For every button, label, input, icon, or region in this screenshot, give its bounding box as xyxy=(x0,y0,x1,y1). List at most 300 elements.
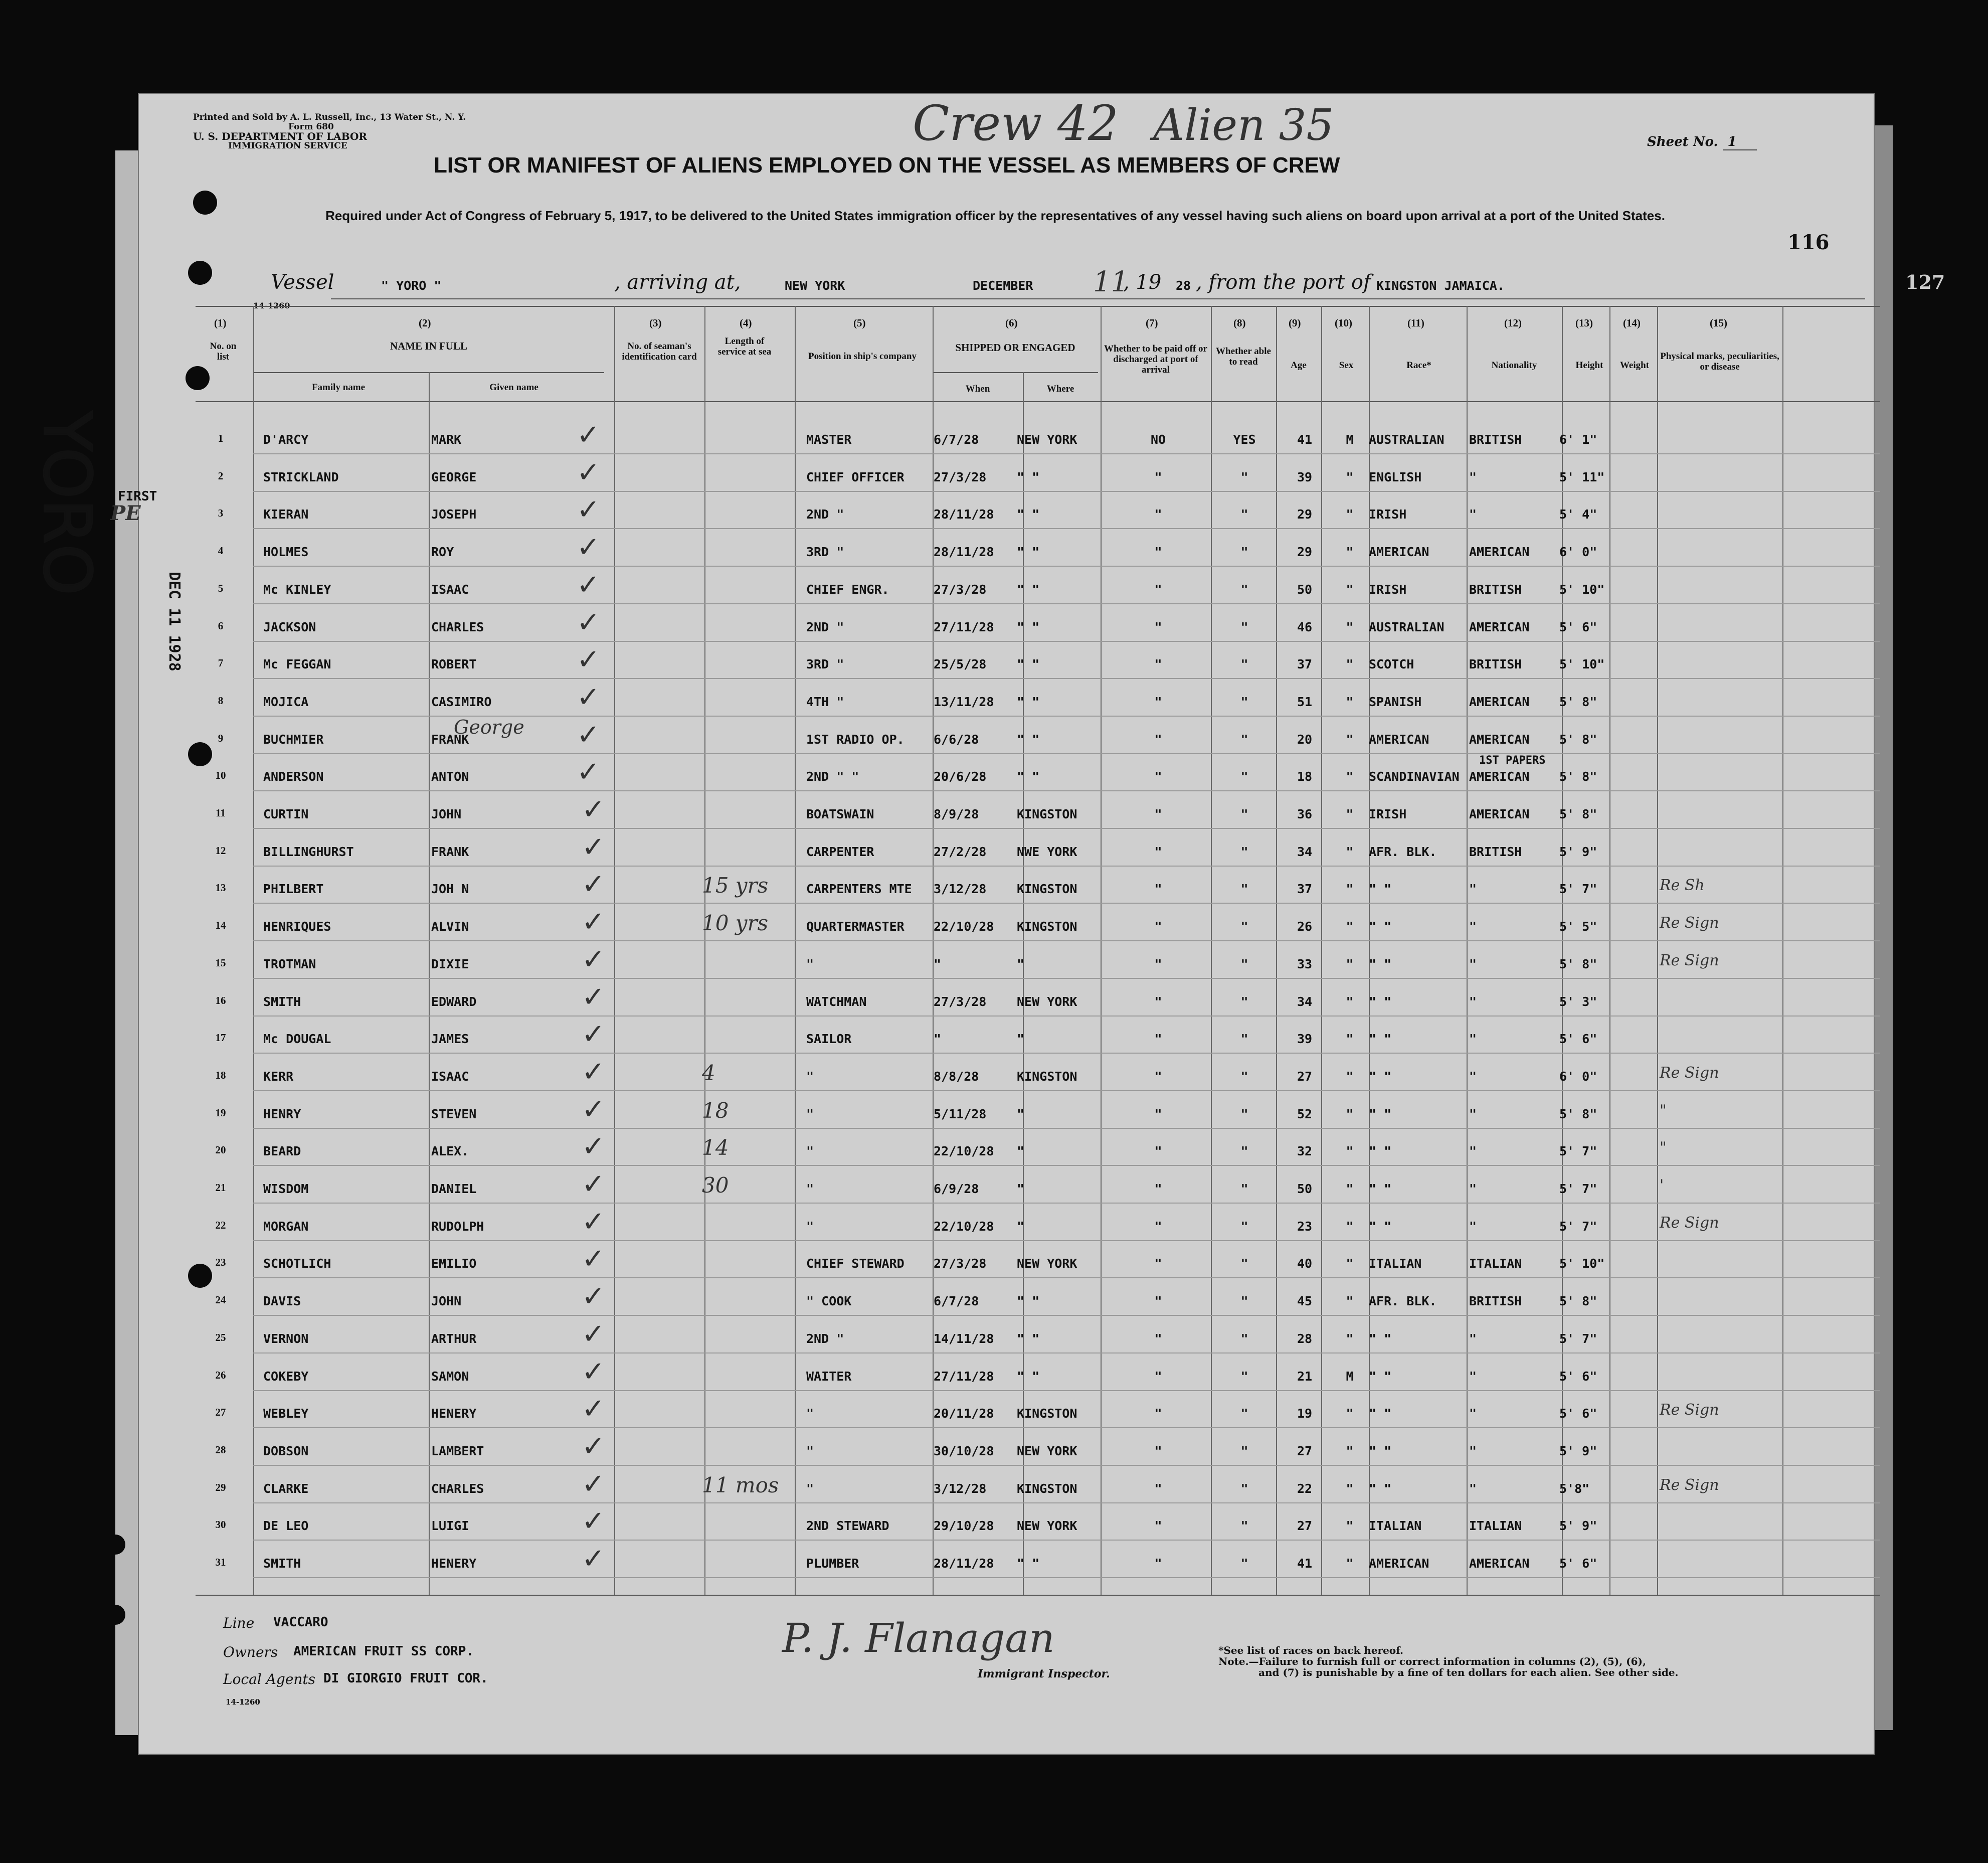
sex-cell: " xyxy=(1346,507,1354,522)
age-cell: 27 xyxy=(1297,1069,1313,1084)
footer-line-label: Line xyxy=(223,1615,255,1631)
age-cell: 29 xyxy=(1297,545,1313,560)
sex-cell: " xyxy=(1346,1331,1354,1346)
right-sheet-edge xyxy=(1873,125,1893,1730)
race-cell: ITALIAN xyxy=(1369,1518,1422,1534)
page-number-116: 116 xyxy=(1787,231,1830,254)
given-name-cell: LAMBERT xyxy=(431,1443,484,1458)
row-divider xyxy=(253,1090,1880,1091)
age-cell: 51 xyxy=(1297,694,1313,709)
footer-note-2: Note.—Failure to furnish full or correct information in columns (2), (5), (6), xyxy=(1218,1655,1646,1667)
able-to-read-cell: " xyxy=(1240,1294,1248,1309)
check-mark-icon: ✓ xyxy=(582,1130,605,1163)
sex-cell: " xyxy=(1346,732,1354,747)
where-cell: " xyxy=(1017,956,1025,971)
height-cell: 5' 9" xyxy=(1559,1518,1597,1534)
given-name-cell: CHARLES xyxy=(431,619,484,634)
able-to-read-cell: " xyxy=(1240,956,1248,971)
physical-marks-cell: Re Sign xyxy=(1660,1214,1719,1232)
where-cell: " " xyxy=(1017,1294,1040,1309)
race-cell: AUSTRALIAN xyxy=(1369,432,1444,447)
when-cell: 6/7/28 xyxy=(934,1294,979,1309)
age-cell: 50 xyxy=(1297,582,1313,597)
column-number: (15) xyxy=(1710,317,1727,329)
height-cell: 5' 8" xyxy=(1559,732,1597,747)
position-cell: 2ND " " xyxy=(806,769,859,784)
age-cell: 21 xyxy=(1297,1369,1313,1384)
row-divider xyxy=(253,1540,1880,1541)
when-cell: 6/9/28 xyxy=(934,1181,979,1196)
sex-cell: M xyxy=(1346,432,1354,447)
arriving-label: , arriving at, xyxy=(614,271,741,294)
able-to-read-cell: " xyxy=(1240,1518,1248,1534)
service-length-cell: 30 xyxy=(702,1173,729,1198)
sex-cell: " xyxy=(1346,1406,1354,1421)
able-to-read-cell: " xyxy=(1240,1106,1248,1121)
able-to-read-cell: " xyxy=(1240,1481,1248,1496)
paid-off-cell: " xyxy=(1154,507,1162,522)
num-cell: 21 xyxy=(215,1181,226,1194)
sex-cell: " xyxy=(1346,994,1354,1009)
height-cell: 5' 7" xyxy=(1559,1219,1597,1234)
sex-cell: " xyxy=(1346,919,1354,934)
num-cell: 24 xyxy=(215,1294,226,1306)
where-cell: " " xyxy=(1017,1331,1040,1346)
row-divider xyxy=(253,678,1880,679)
row-divider xyxy=(253,491,1880,492)
yoro-stamp: YORO xyxy=(29,411,105,596)
num-cell: 10 xyxy=(215,769,226,782)
able-to-read-cell: " xyxy=(1240,1219,1248,1234)
physical-marks-cell: Re Sign xyxy=(1660,1064,1719,1082)
family-name-cell: MORGAN xyxy=(263,1219,309,1234)
paid-off-cell: " xyxy=(1154,919,1162,934)
paid-off-cell: " xyxy=(1154,1443,1162,1458)
position-cell: " xyxy=(806,1181,814,1196)
when-cell: 27/3/28 xyxy=(934,582,987,597)
when-cell: 22/10/28 xyxy=(934,919,994,934)
physical-marks-cell: ' xyxy=(1660,1176,1664,1194)
column-divider xyxy=(1369,306,1370,1595)
page-number-127: 127 xyxy=(1905,271,1945,293)
row-divider xyxy=(253,1203,1880,1204)
check-mark-icon: ✓ xyxy=(582,1093,605,1126)
row-divider xyxy=(253,1502,1880,1503)
sex-cell: " xyxy=(1346,1106,1354,1121)
given-name-cell: DIXIE xyxy=(431,956,469,971)
num-cell: 4 xyxy=(218,545,224,557)
race-cell: SCOTCH xyxy=(1369,657,1414,672)
race-cell: IRISH xyxy=(1369,582,1407,597)
race-cell: SCANDINAVIAN xyxy=(1369,769,1460,784)
nationality-cell: BRITISH xyxy=(1469,582,1522,597)
able-to-read-cell: " xyxy=(1240,1181,1248,1196)
row-divider xyxy=(253,1053,1880,1054)
arrival-month: DECEMBER xyxy=(973,278,1033,293)
able-to-read-cell: " xyxy=(1240,619,1248,634)
row-divider xyxy=(253,1165,1880,1166)
paid-off-cell: " xyxy=(1154,732,1162,747)
age-cell: 34 xyxy=(1297,994,1313,1009)
header-nationality: Nationality xyxy=(1491,360,1537,371)
nationality-cell: " xyxy=(1469,1443,1477,1458)
able-to-read-cell: " xyxy=(1240,1032,1248,1047)
race-cell: AFR. BLK. xyxy=(1369,1294,1437,1309)
nationality-cell: BRITISH xyxy=(1469,657,1522,672)
column-divider xyxy=(1657,306,1658,1595)
paid-off-cell: " xyxy=(1154,807,1162,821)
where-cell: " xyxy=(1017,1144,1025,1159)
inspector-signature: P. J. Flanagan xyxy=(782,1615,1055,1661)
num-cell: 15 xyxy=(215,956,226,969)
num-cell: 27 xyxy=(215,1406,226,1419)
family-name-cell: JACKSON xyxy=(263,619,316,634)
check-mark-icon: ✓ xyxy=(582,1317,605,1350)
height-cell: 5' 8" xyxy=(1559,1106,1597,1121)
num-cell: 2 xyxy=(218,469,224,482)
nationality-cell: " xyxy=(1469,882,1477,897)
age-cell: 23 xyxy=(1297,1219,1313,1234)
able-to-read-cell: " xyxy=(1240,919,1248,934)
from-port-label: , from the port of xyxy=(1196,271,1371,294)
height-cell: 5' 9" xyxy=(1559,844,1597,859)
family-name-cell: BUCHMIER xyxy=(263,732,324,747)
sex-cell: " xyxy=(1346,1443,1354,1458)
able-to-read-cell: " xyxy=(1240,1144,1248,1159)
num-cell: 30 xyxy=(215,1518,226,1531)
sex-cell: " xyxy=(1346,844,1354,859)
height-cell: 5' 6" xyxy=(1559,1032,1597,1047)
column-number: (9) xyxy=(1289,317,1301,329)
physical-marks-cell: " xyxy=(1660,1101,1667,1119)
paid-off-cell: " xyxy=(1154,657,1162,672)
service-length-cell: 4 xyxy=(702,1060,715,1085)
where-cell: NEW YORK xyxy=(1017,994,1077,1009)
service-length-cell: 15 yrs xyxy=(702,873,769,898)
check-mark-icon: ✓ xyxy=(582,1430,605,1463)
column-number: (3) xyxy=(649,317,662,329)
race-cell: " " xyxy=(1369,1331,1392,1346)
check-mark-icon: ✓ xyxy=(577,456,600,489)
age-cell: 45 xyxy=(1297,1294,1313,1309)
column-number: (12) xyxy=(1504,317,1522,329)
nationality-cell: " xyxy=(1469,1144,1477,1159)
nationality-cell: BRITISH xyxy=(1469,1294,1522,1309)
able-to-read-cell: YES xyxy=(1233,432,1256,447)
num-cell: 17 xyxy=(215,1032,226,1044)
given-name-cell: MARK xyxy=(431,432,462,447)
check-mark-icon: ✓ xyxy=(582,1280,605,1313)
sex-cell: " xyxy=(1346,619,1354,634)
paid-off-cell: " xyxy=(1154,1369,1162,1384)
where-cell: NEW YORK xyxy=(1017,432,1077,447)
num-cell: 25 xyxy=(215,1331,226,1343)
where-cell: " " xyxy=(1017,694,1040,709)
sex-cell: " xyxy=(1346,807,1354,821)
row-divider xyxy=(253,1577,1880,1578)
footer-agents-value: DI GIORGIO FRUIT COR. xyxy=(323,1671,488,1686)
where-cell: " " xyxy=(1017,545,1040,560)
check-mark-icon: ✓ xyxy=(577,419,600,451)
given-name-cell: ALVIN xyxy=(431,919,469,934)
header-where: Where xyxy=(1046,384,1074,394)
paid-off-cell: " xyxy=(1154,844,1162,859)
column-number: (6) xyxy=(1005,317,1018,329)
position-cell: WATCHMAN xyxy=(806,994,867,1009)
check-mark-icon: ✓ xyxy=(582,1505,605,1538)
where-cell: " xyxy=(1017,1106,1025,1121)
check-mark-icon: ✓ xyxy=(582,830,605,864)
family-name-cell: COKEBY xyxy=(263,1369,309,1384)
column-number: (5) xyxy=(853,317,866,329)
when-cell: 27/3/28 xyxy=(934,1256,987,1271)
printer-line-1: Printed and Sold by A. L. Russell, Inc., 13 Water St., N. Y. xyxy=(193,112,466,122)
when-cell: 27/3/28 xyxy=(934,994,987,1009)
where-cell: NEW YORK xyxy=(1017,1256,1077,1271)
column-number: (8) xyxy=(1233,317,1246,329)
age-cell: 37 xyxy=(1297,882,1313,897)
from-port: KINGSTON JAMAICA. xyxy=(1376,278,1505,293)
where-cell: " xyxy=(1017,1032,1025,1047)
paid-off-cell: " xyxy=(1154,1219,1162,1234)
footer-code: 14-1260 xyxy=(226,1698,260,1707)
pe-stamp: PE xyxy=(110,501,141,525)
check-mark-icon: ✓ xyxy=(577,681,600,714)
race-cell: " " xyxy=(1369,1144,1392,1159)
race-cell: " " xyxy=(1369,956,1392,971)
num-cell: 5 xyxy=(218,582,224,594)
header-when: When xyxy=(965,384,990,394)
age-cell: 39 xyxy=(1297,1032,1313,1047)
column-number: (4) xyxy=(740,317,752,329)
header-family: Family name xyxy=(311,382,366,393)
paid-off-cell: " xyxy=(1154,956,1162,971)
where-cell: " " xyxy=(1017,657,1040,672)
position-cell: 4TH " xyxy=(806,694,844,709)
age-cell: 36 xyxy=(1297,807,1313,821)
height-cell: 6' 0" xyxy=(1559,545,1597,560)
position-cell: 2ND " xyxy=(806,1331,844,1346)
num-cell: 19 xyxy=(215,1106,226,1119)
check-mark-icon: ✓ xyxy=(577,568,600,601)
age-cell: 26 xyxy=(1297,919,1313,934)
where-cell: KINGSTON xyxy=(1017,882,1077,897)
where-cell: KINGSTON xyxy=(1017,1481,1077,1496)
family-name-cell: TROTMAN xyxy=(263,956,316,971)
check-mark-icon: ✓ xyxy=(577,718,600,751)
num-cell: 12 xyxy=(215,844,226,857)
given-name-correction: George xyxy=(454,716,524,738)
column-number: (10) xyxy=(1335,317,1352,329)
column-divider xyxy=(1609,306,1610,1595)
given-name-cell: FRANK xyxy=(431,732,469,747)
height-cell: 5' 5" xyxy=(1559,919,1597,934)
given-name-cell: HENERY xyxy=(431,1556,477,1571)
when-cell: 3/12/28 xyxy=(934,1481,987,1496)
column-divider xyxy=(795,306,796,1595)
family-name-cell: MOJICA xyxy=(263,694,309,709)
able-to-read-cell: " xyxy=(1240,1556,1248,1571)
able-to-read-cell: " xyxy=(1240,507,1248,522)
able-to-read-cell: " xyxy=(1240,807,1248,821)
paid-off-cell: " xyxy=(1154,469,1162,484)
race-cell: AFR. BLK. xyxy=(1369,844,1437,859)
header-shipped: SHIPPED OR ENGAGED xyxy=(955,342,1075,354)
position-cell: QUARTERMASTER xyxy=(806,919,905,934)
given-name-cell: LUIGI xyxy=(431,1518,469,1534)
column-divider xyxy=(614,306,615,1595)
height-cell: 5' 10" xyxy=(1559,582,1605,597)
when-cell: 14/11/28 xyxy=(934,1331,994,1346)
family-name-cell: DOBSON xyxy=(263,1443,309,1458)
race-cell: AMERICAN xyxy=(1369,545,1429,560)
nationality-cell: AMERICAN xyxy=(1469,545,1530,560)
able-to-read-cell: " xyxy=(1240,769,1248,784)
position-cell: WAITER xyxy=(806,1369,852,1384)
family-name-cell: CLARKE xyxy=(263,1481,309,1496)
header-race: Race* xyxy=(1406,360,1431,371)
row-divider xyxy=(253,1427,1880,1428)
race-cell: " " xyxy=(1369,1106,1392,1121)
paid-off-cell: " xyxy=(1154,1406,1162,1421)
physical-marks-cell: " xyxy=(1660,1139,1667,1157)
vessel-name: " YORO " xyxy=(381,278,442,293)
service-length-cell: 10 yrs xyxy=(702,911,769,936)
height-cell: 5' 8" xyxy=(1559,1294,1597,1309)
when-cell: 28/11/28 xyxy=(934,1556,994,1571)
sex-cell: " xyxy=(1346,1256,1354,1271)
page-title: LIST OR MANIFEST OF ALIENS EMPLOYED ON THE VESSEL AS MEMBERS OF CREW xyxy=(434,153,1340,178)
age-cell: 41 xyxy=(1297,1556,1313,1571)
arrival-port: NEW YORK xyxy=(785,278,845,293)
first-stamp: FIRST xyxy=(118,489,157,504)
column-number: (2) xyxy=(419,317,431,329)
nationality-cell: " xyxy=(1469,1331,1477,1346)
nationality-cell: ITALIAN xyxy=(1469,1518,1522,1534)
printer-line-3: U. S. DEPARTMENT OF LABOR xyxy=(193,130,368,142)
race-cell: " " xyxy=(1369,1032,1392,1047)
paid-off-cell: " xyxy=(1154,1294,1162,1309)
vessel-label: Vessel xyxy=(271,271,334,294)
check-mark-icon: ✓ xyxy=(582,1055,605,1088)
sheet-value: 1 xyxy=(1723,134,1757,150)
footer-notes xyxy=(1218,1645,1679,1678)
height-cell: 6' 0" xyxy=(1559,1069,1597,1084)
nationality-cell: BRITISH xyxy=(1469,844,1522,859)
where-cell: KINGSTON xyxy=(1017,1406,1077,1421)
paid-off-cell: " xyxy=(1154,994,1162,1009)
vessel-line xyxy=(271,271,334,294)
given-name-cell: GEORGE xyxy=(431,469,477,484)
nationality-cell: AMERICAN xyxy=(1469,694,1530,709)
race-cell: " " xyxy=(1369,1406,1392,1421)
race-cell: " " xyxy=(1369,1369,1392,1384)
family-name-cell: DAVIS xyxy=(263,1294,301,1309)
num-cell: 28 xyxy=(215,1443,226,1456)
when-cell: 20/11/28 xyxy=(934,1406,994,1421)
column-divider xyxy=(1782,306,1783,1595)
service-length-cell: 18 xyxy=(702,1098,729,1123)
given-name-cell: ROBERT xyxy=(431,657,477,672)
punch-hole xyxy=(105,1605,125,1625)
check-mark-icon: ✓ xyxy=(577,606,600,639)
footer-note-1: *See list of races on back hereof. xyxy=(1218,1644,1404,1656)
paid-off-cell: " xyxy=(1154,1481,1162,1496)
able-to-read-cell: " xyxy=(1240,882,1248,897)
given-name-cell: ANTON xyxy=(431,769,469,784)
nationality-note: 1ST PAPERS xyxy=(1479,754,1546,767)
family-name-cell: Mc FEGGAN xyxy=(263,657,331,672)
row-divider xyxy=(253,866,1880,867)
column-divider xyxy=(253,306,254,1595)
printer-line-4: IMMIGRATION SERVICE xyxy=(228,141,347,151)
nationality-cell: " xyxy=(1469,1369,1477,1384)
race-cell: ITALIAN xyxy=(1369,1256,1422,1271)
nationality-cell: AMERICAN xyxy=(1469,807,1530,821)
given-name-cell: JAMES xyxy=(431,1032,469,1047)
header-read: Whether able to read xyxy=(1216,346,1271,367)
family-name-cell: WISDOM xyxy=(263,1181,309,1196)
header-no: No. on list xyxy=(210,341,237,362)
vessel-underline xyxy=(331,298,1865,299)
where-cell: KINGSTON xyxy=(1017,807,1077,821)
family-name-cell: D'ARCY xyxy=(263,432,309,447)
sex-cell: " xyxy=(1346,769,1354,784)
sex-cell: " xyxy=(1346,582,1354,597)
sex-cell: " xyxy=(1346,1556,1354,1571)
where-cell: " " xyxy=(1017,732,1040,747)
able-to-read-cell: " xyxy=(1240,844,1248,859)
nationality-cell: " xyxy=(1469,1106,1477,1121)
family-name-cell: SMITH xyxy=(263,994,301,1009)
where-cell: " " xyxy=(1017,507,1040,522)
crew-count-annotation: Crew 42 xyxy=(913,95,1119,151)
num-cell: 14 xyxy=(215,919,226,932)
when-cell: 30/10/28 xyxy=(934,1443,994,1458)
column-number: (14) xyxy=(1623,317,1641,329)
paid-off-cell: " xyxy=(1154,1069,1162,1084)
row-divider xyxy=(253,1390,1880,1391)
able-to-read-cell: " xyxy=(1240,694,1248,709)
where-cell: " " xyxy=(1017,582,1040,597)
height-cell: 5' 7" xyxy=(1559,1181,1597,1196)
check-mark-icon: ✓ xyxy=(577,643,600,676)
num-cell: 29 xyxy=(215,1481,226,1493)
check-mark-icon: ✓ xyxy=(582,1543,605,1575)
when-cell: 8/8/28 xyxy=(934,1069,979,1084)
footer-line-value: VACCARO xyxy=(273,1615,328,1630)
nationality-cell: AMERICAN xyxy=(1469,1556,1530,1571)
page-subtitle: Required under Act of Congress of February 5, 1917, to be delivered to the United States immigration officer by the representatives of any vessel having such aliens on board upon arrival at a port of the United States. xyxy=(325,208,1665,223)
paid-off-cell: " xyxy=(1154,694,1162,709)
when-cell: 8/9/28 xyxy=(934,807,979,821)
when-cell: 22/10/28 xyxy=(934,1144,994,1159)
family-name-cell: SMITH xyxy=(263,1556,301,1571)
sex-cell: " xyxy=(1346,545,1354,560)
race-cell: AMERICAN xyxy=(1369,1556,1429,1571)
row-divider xyxy=(253,603,1880,604)
family-name-cell: SCHOTLICH xyxy=(263,1256,331,1271)
given-name-cell: ALEX. xyxy=(431,1144,469,1159)
service-length-cell: 11 mos xyxy=(702,1472,779,1497)
family-name-cell: ANDERSON xyxy=(263,769,324,784)
row-divider xyxy=(253,528,1880,529)
given-name-cell: JOHN xyxy=(431,807,462,821)
paid-off-cell: " xyxy=(1154,1518,1162,1534)
position-cell: CARPENTERS MTE xyxy=(806,882,912,897)
nationality-cell: " xyxy=(1469,507,1477,522)
num-cell: 6 xyxy=(218,619,224,632)
